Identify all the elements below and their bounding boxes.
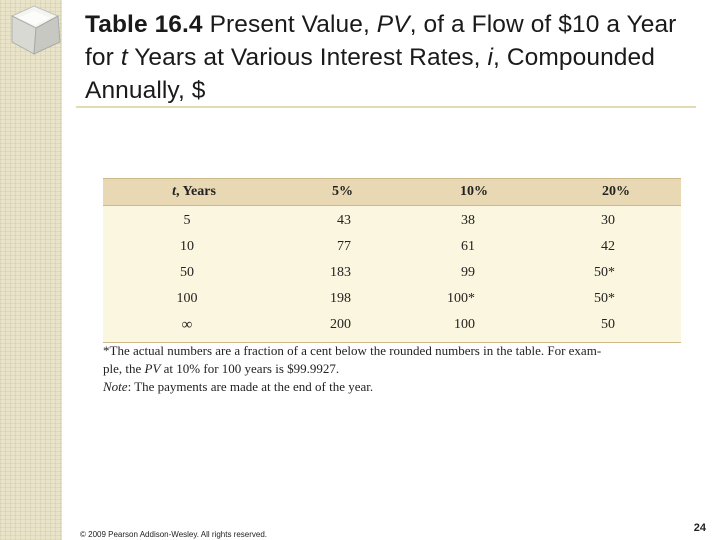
- cell-rate-20: 42: [601, 239, 615, 254]
- title-text-4: , Compounded Annually, $: [85, 44, 655, 104]
- cell-rate-5: 200: [330, 317, 351, 332]
- cell-rate-10: 61: [461, 239, 475, 254]
- cell-rate-20: 50*: [594, 265, 615, 280]
- cell-rate-5: 43: [337, 213, 351, 228]
- cell-years-infinity: ∞: [181, 316, 193, 333]
- title-divider: [76, 106, 696, 108]
- cell-rate-10: 38: [461, 213, 475, 228]
- note-line: Note: The payments are made at the end of the year.: [103, 379, 374, 394]
- title-t: t: [120, 44, 128, 71]
- table-row: [103, 208, 681, 234]
- table-row: [103, 312, 681, 338]
- present-value-table: [103, 178, 681, 343]
- cell-rate-20: 50: [601, 317, 615, 332]
- cell-years: 50: [180, 265, 194, 280]
- cell-years: 10: [180, 239, 194, 254]
- header-rate-10: 10%: [460, 184, 488, 199]
- title-text-2: , of a Flow of $10 a Year for: [85, 11, 677, 71]
- table-row: [103, 260, 681, 286]
- page-number: 24: [693, 522, 706, 534]
- title-text-1: Present Value,: [209, 11, 377, 38]
- table-number-label: Table 16.4: [85, 11, 203, 38]
- footnote-line-1: *The actual numbers are a fraction of a cent below the rounded numbers in the table. For exam-: [103, 343, 602, 358]
- cell-rate-10: 99: [461, 265, 475, 280]
- table-body: [103, 206, 681, 343]
- cell-rate-10: 100: [454, 317, 475, 332]
- cell-rate-10: 100*: [447, 291, 475, 306]
- footnote-line-2: ple, the PV at 10% for 100 years is $99.9927.: [103, 361, 340, 376]
- title-text-3: Years at Various Interest Rates,: [127, 44, 488, 71]
- cell-years: 5: [183, 213, 191, 228]
- glass-cube-icon: [4, 2, 68, 58]
- decorative-side-strip: [0, 0, 62, 540]
- table-row: [103, 234, 681, 260]
- table-row: [103, 286, 681, 312]
- cell-rate-5: 77: [337, 239, 351, 254]
- cell-years: 100: [176, 291, 198, 306]
- header-rate-20: 20%: [602, 184, 630, 199]
- slide-title: [85, 8, 685, 107]
- title-pv: PV: [376, 11, 410, 38]
- header-rate-5: 5%: [332, 184, 353, 199]
- table-header-row: [103, 178, 681, 206]
- copyright-text: © 2009 Pearson Addison-Wesley. All rights reserved.: [80, 530, 268, 539]
- cell-rate-5: 198: [330, 291, 351, 306]
- title-i: i: [487, 44, 494, 71]
- header-years: t, Years: [172, 184, 216, 199]
- cell-rate-20: 50*: [594, 291, 615, 306]
- cell-rate-5: 183: [330, 265, 351, 280]
- table-footnote: [103, 342, 683, 396]
- cell-rate-20: 30: [601, 213, 615, 228]
